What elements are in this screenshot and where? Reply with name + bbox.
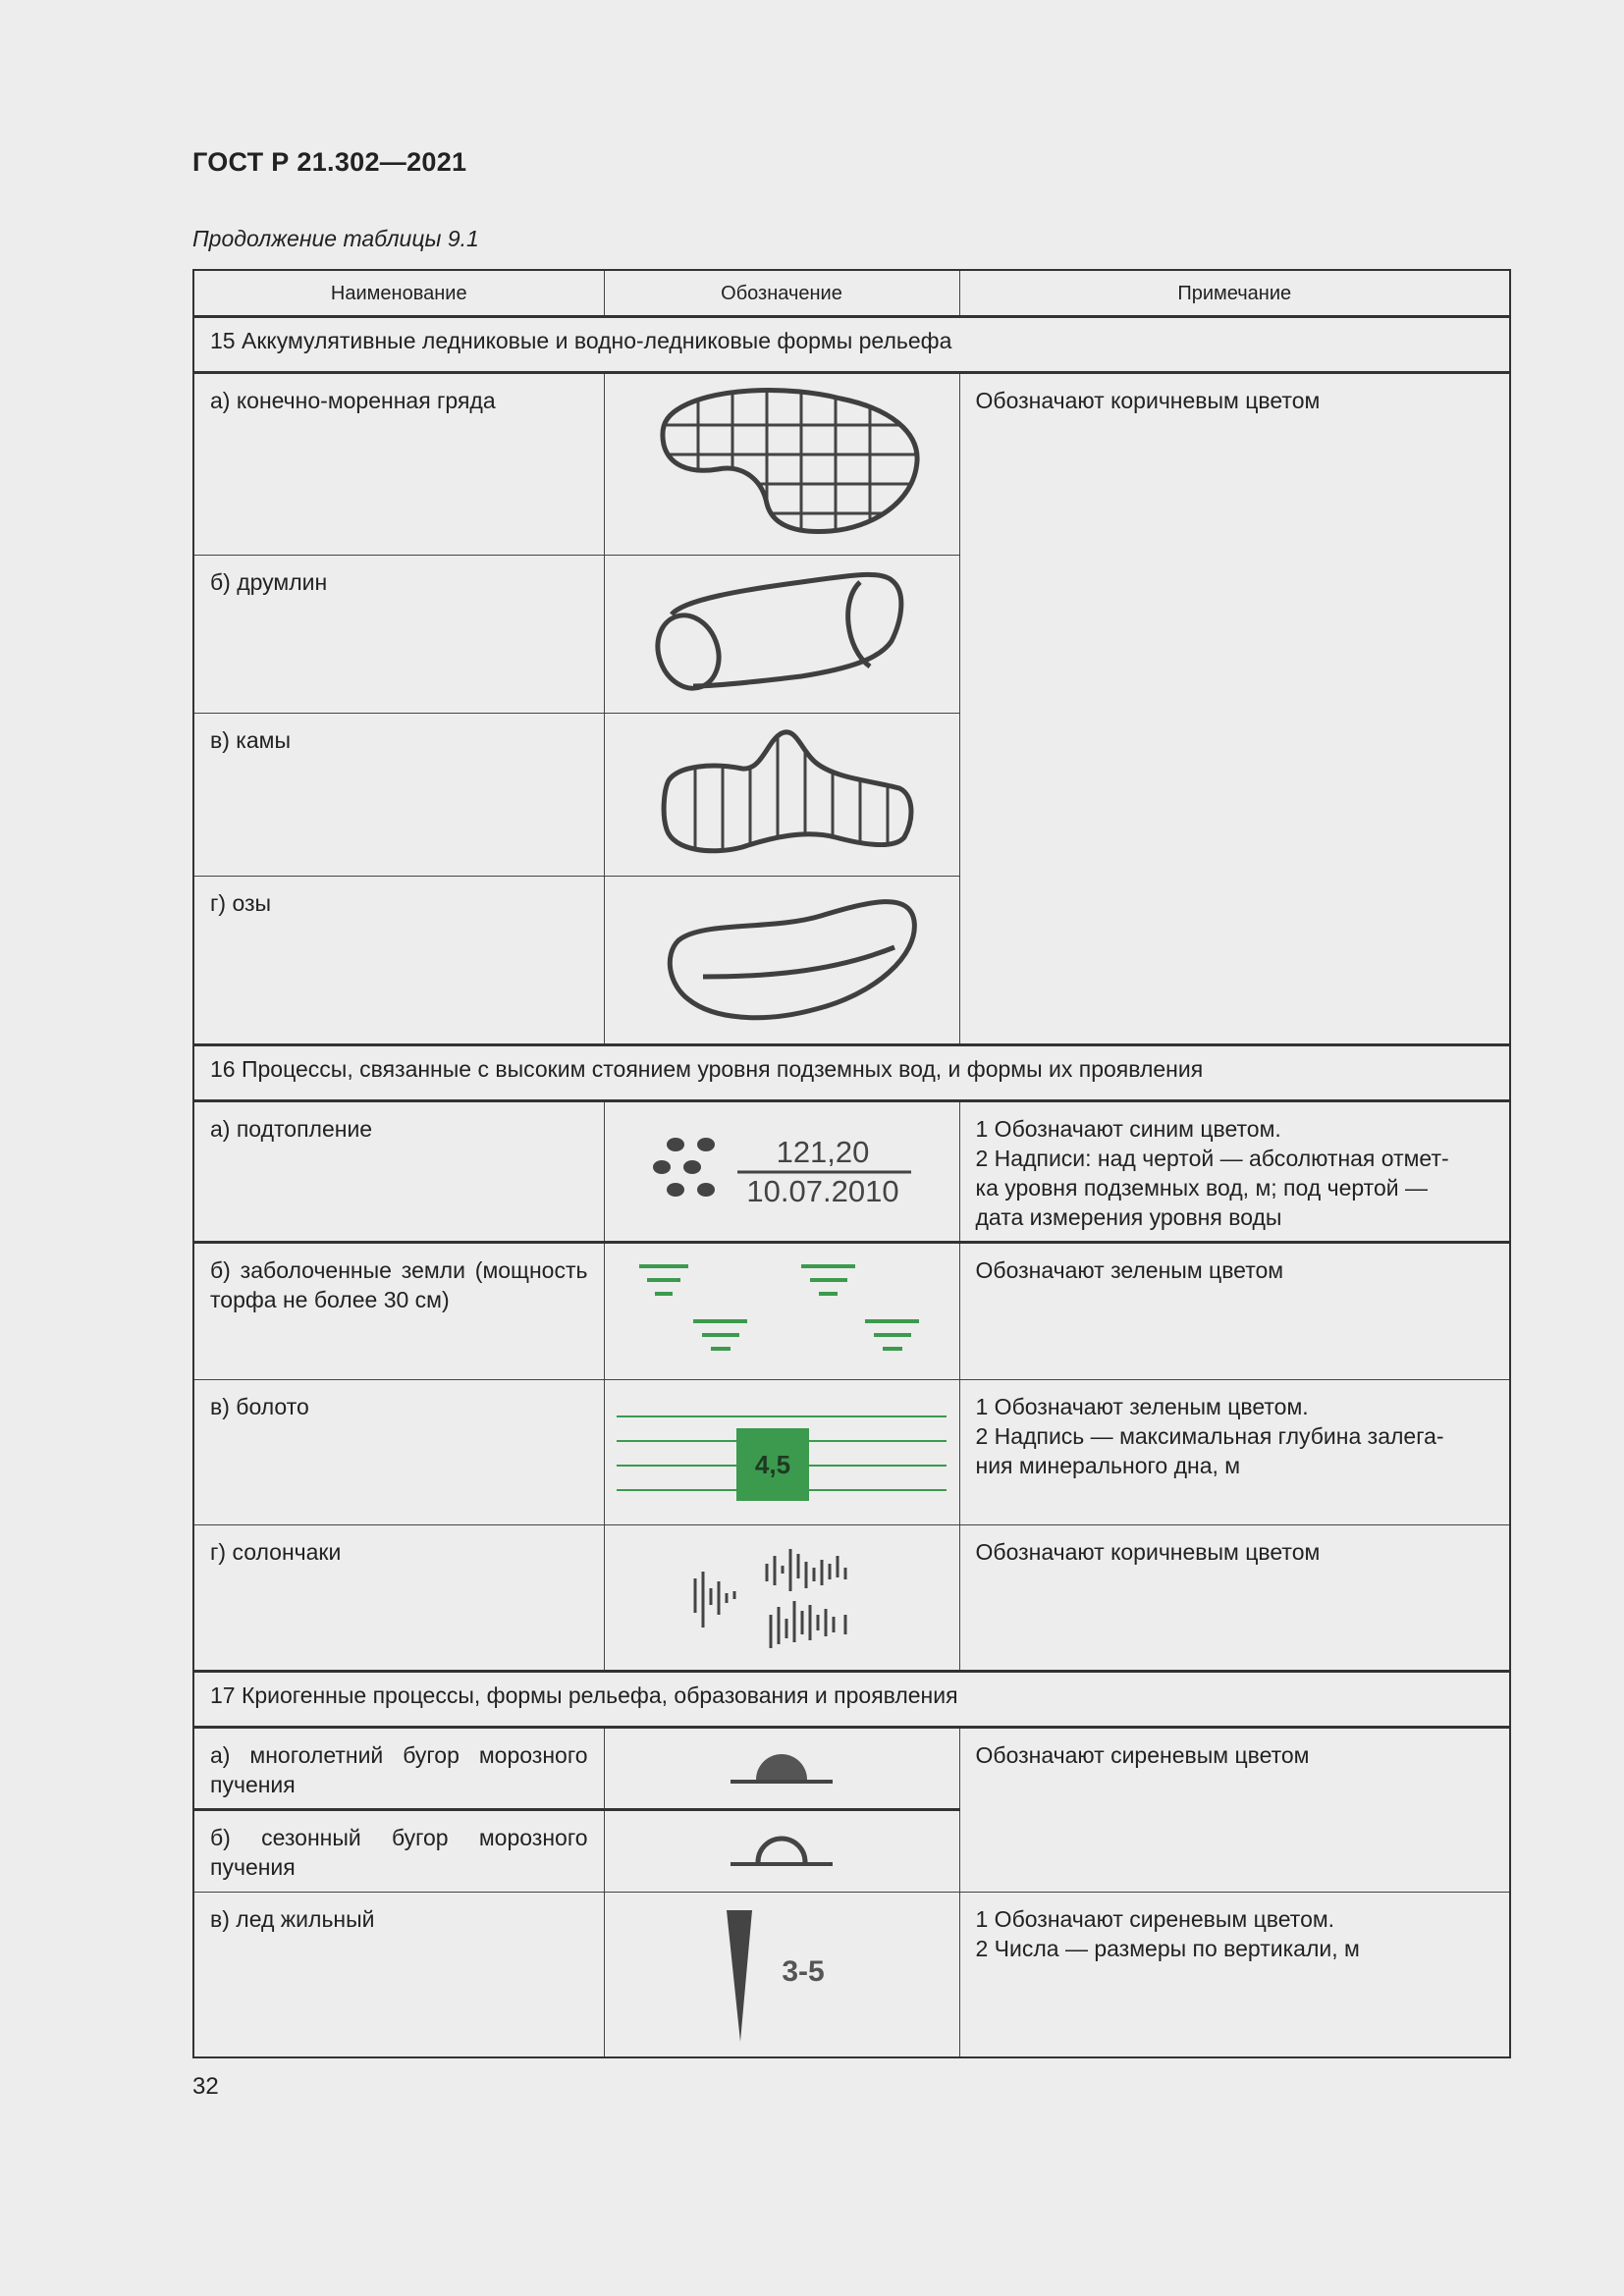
note-line: 1 Обозначают сиреневым цветом. xyxy=(975,1906,1335,1932)
section-title: 17 Криогенные процессы, формы рельефа, образования и проявления xyxy=(193,1672,1510,1728)
table-row xyxy=(193,1243,1510,1380)
column-header-note: Примечание xyxy=(959,270,1510,317)
salt-marsh-icon xyxy=(674,1534,890,1662)
note-cell xyxy=(959,373,1510,1045)
wetland-icon xyxy=(620,1253,944,1370)
row-name: в) болото xyxy=(193,1380,604,1525)
symbol-cell xyxy=(604,1810,959,1893)
perennial-frost-mound-icon xyxy=(723,1744,840,1793)
note-line: ка уровня подземных вод, м; под чертой — xyxy=(975,1175,1428,1201)
table-row xyxy=(193,1101,1510,1243)
section-row xyxy=(193,317,1510,373)
note-cell xyxy=(959,1243,1510,1380)
note-line: Обозначают зеленым цветом xyxy=(975,1257,1284,1283)
note-line: 1 Обозначают зеленым цветом. xyxy=(975,1394,1309,1419)
section-row xyxy=(193,1045,1510,1101)
row-name: а) многолетний бугор морозного пучения xyxy=(193,1728,604,1810)
symbol-cell xyxy=(604,373,959,556)
note-cell xyxy=(959,1101,1510,1243)
table-header-row xyxy=(193,270,1510,317)
note-cell xyxy=(959,1728,1510,1893)
section-title: 15 Аккумулятивные ледниковые и водно-ледниковые формы рельефа xyxy=(193,317,1510,373)
row-name: б) друмлин xyxy=(193,556,604,714)
page-number: 32 xyxy=(192,2073,219,2100)
row-name: б) сезонный бугор морозного пучения xyxy=(193,1810,604,1893)
row-name: а) подтопление xyxy=(193,1101,604,1243)
column-header-name: Наименование xyxy=(193,270,604,317)
note-line: Обозначают коричневым цветом xyxy=(975,388,1321,413)
row-name: б) заболоченные земли (мощность торфа не более 30 см) xyxy=(193,1243,604,1380)
esker-icon xyxy=(634,886,929,1034)
ice-wedge-icon xyxy=(713,1900,850,2048)
row-name: в) камы xyxy=(193,714,604,877)
symbol-cell xyxy=(604,556,959,714)
note-cell xyxy=(959,1525,1510,1672)
moraine-ridge-icon xyxy=(634,381,929,548)
symbol-cell xyxy=(604,1243,959,1380)
kames-icon xyxy=(634,721,929,869)
note-line: Обозначают коричневым цветом xyxy=(975,1539,1321,1565)
symbol-cell xyxy=(604,1101,959,1243)
swamp-depth-text: 4,5 xyxy=(754,1449,791,1479)
note-line: 2 Надпись — максимальная глубина залега- xyxy=(975,1423,1444,1449)
note-line: 2 Числа — размеры по вертикали, м xyxy=(975,1936,1360,1961)
row-name: г) солончаки xyxy=(193,1525,604,1672)
symbol-cell xyxy=(604,1893,959,2057)
column-header-symbol: Обозначение xyxy=(604,270,959,317)
note-cell xyxy=(959,1893,1510,2057)
note-line: 1 Обозначают синим цветом. xyxy=(975,1116,1281,1142)
row-name: в) лед жильный xyxy=(193,1893,604,2057)
table-row xyxy=(193,1380,1510,1525)
symbol-cell xyxy=(604,877,959,1045)
note-line: ния минерального дна, м xyxy=(975,1453,1241,1478)
table-caption: Продолжение таблицы 9.1 xyxy=(192,226,479,251)
table-row xyxy=(193,1728,1510,1810)
section-title: 16 Процессы, связанные с высоким стоянием уровня подземных вод, и формы их проявления xyxy=(193,1045,1510,1101)
document-header: ГОСТ Р 21.302—2021 xyxy=(192,147,467,177)
note-cell xyxy=(959,1380,1510,1525)
flooding-date-text: 10.07.2010 xyxy=(746,1173,899,1208)
symbols-table xyxy=(192,269,1511,2058)
flooding-level-text: 121,20 xyxy=(776,1134,870,1169)
table-row xyxy=(193,1525,1510,1672)
ice-wedge-size-text: 3-5 xyxy=(782,1955,825,1989)
symbol-cell xyxy=(604,1728,959,1810)
table-row xyxy=(193,1893,1510,2057)
row-name: г) озы xyxy=(193,877,604,1045)
seasonal-frost-mound-icon xyxy=(723,1827,840,1876)
note-line: Обозначают сиреневым цветом xyxy=(975,1742,1310,1768)
row-name: а) конечно-моренная гряда xyxy=(193,373,604,556)
symbol-cell xyxy=(604,714,959,877)
flooding-icon xyxy=(634,1123,929,1221)
symbol-cell xyxy=(604,1380,959,1525)
drumlin-icon xyxy=(634,561,929,708)
symbol-cell xyxy=(604,1525,959,1672)
swamp-icon xyxy=(617,1399,947,1507)
table-row xyxy=(193,373,1510,556)
note-line: дата измерения уровня воды xyxy=(975,1204,1282,1230)
note-line: 2 Надписи: над чертой — абсолютная отмет- xyxy=(975,1146,1449,1171)
section-row xyxy=(193,1672,1510,1728)
